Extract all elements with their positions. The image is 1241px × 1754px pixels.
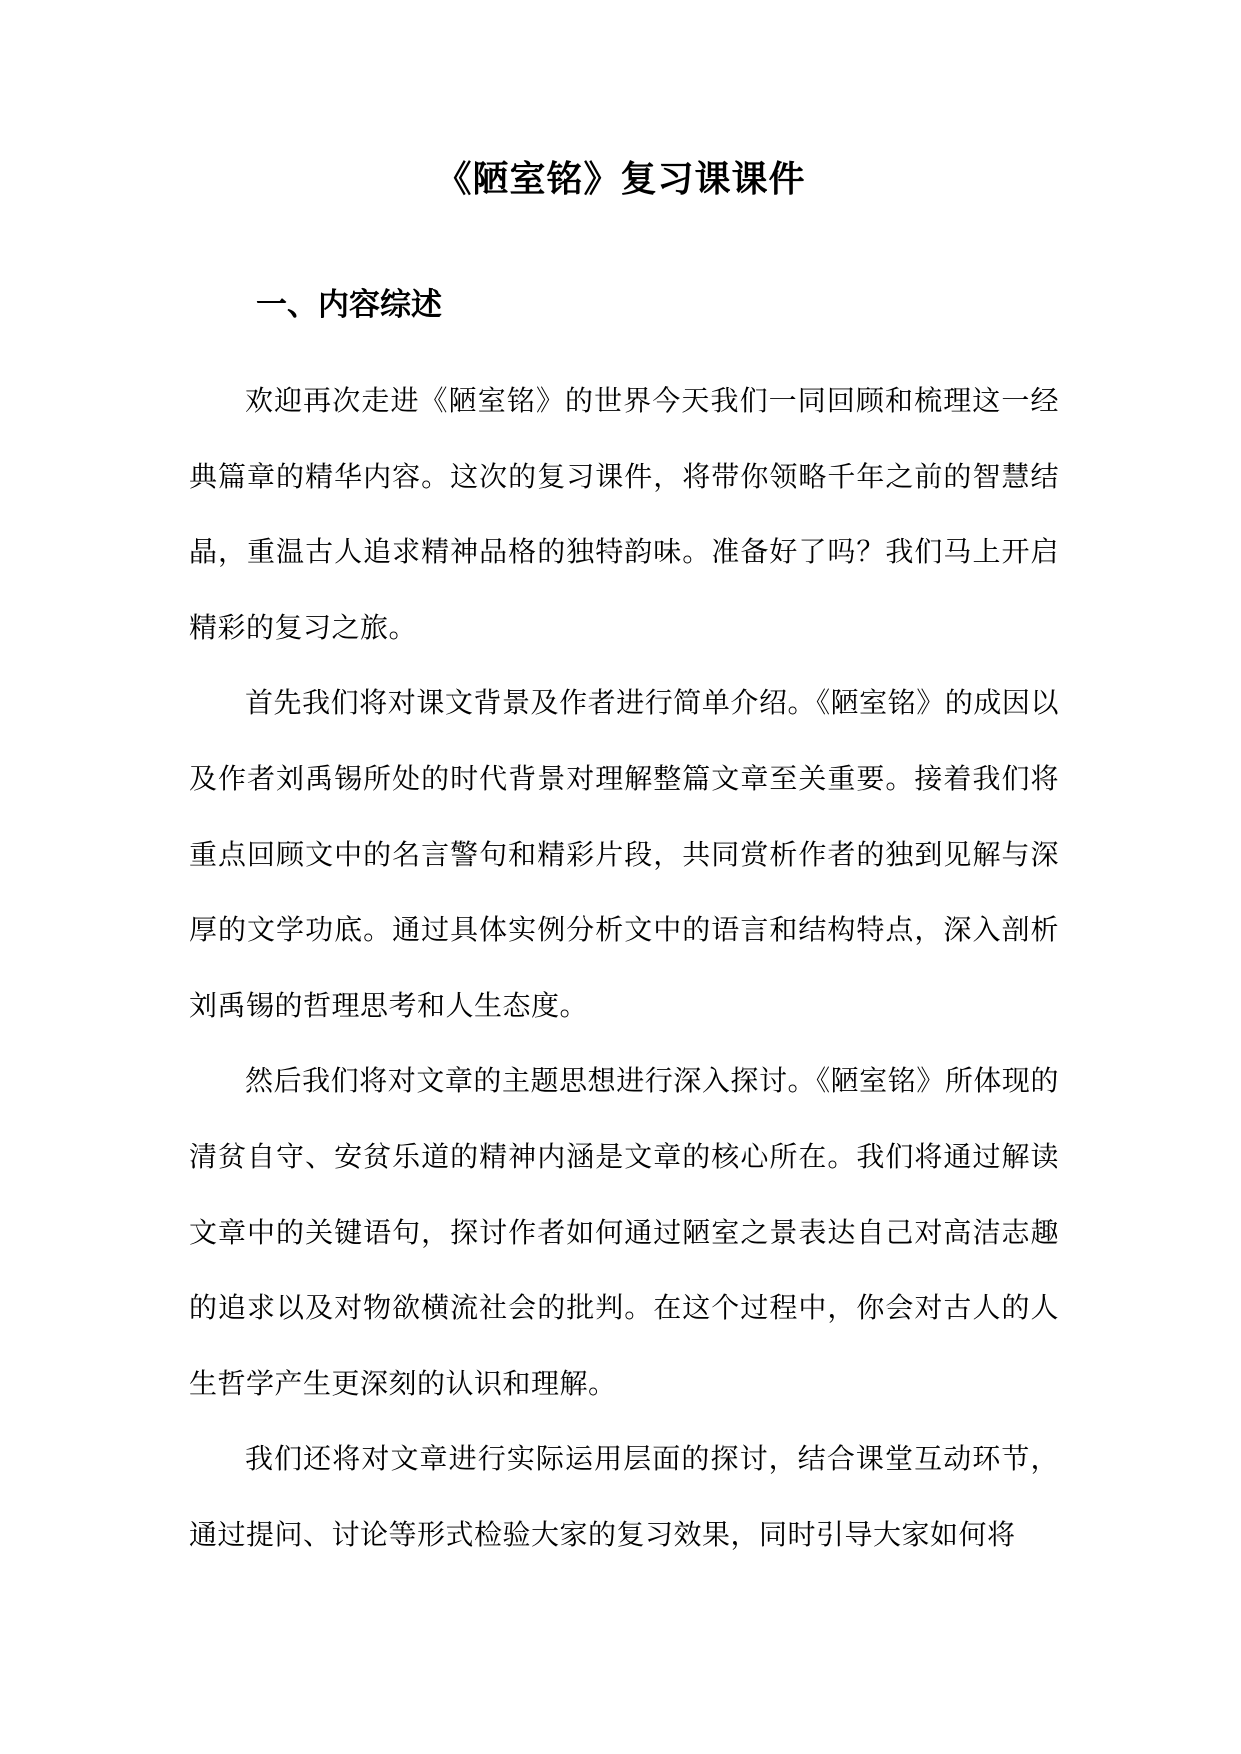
paragraph-2: 首先我们将对课文背景及作者进行简单介绍。《陋室铭》的成因以及作者刘禹锡所处的时代背景对理解整篇文章至关重要。接着我们将重点回顾文中的名言警句和精彩片段，共同赏析作者的独到见解与深厚的文学功底。通过具体实例分析文中的语言和结构特点，深入剖析刘禹锡的哲理思考和人生态度。 [189,686,1059,1022]
paragraph-1: 欢迎再次走进《陋室铭》的世界今天我们一同回顾和梳理这一经典篇章的精华内容。这次的复习课件，将带你领略千年之前的智慧结晶，重温古人追求精神品格的独特韵味。准备好了吗？我们马上开启精彩的复习之旅。 [189,384,1059,644]
paragraph-3: 然后我们将对文章的主题思想进行深入探讨。《陋室铭》所体现的清贫自守、安贫乐道的精神内涵是文章的核心所在。我们将通过解读文章中的关键语句，探讨作者如何通过陋室之景表达自己对高洁志趣的追求以及对物欲横流社会的批判。在这个过程中，你会对古人的人生哲学产生更深刻的认识和理解。 [189,1064,1059,1400]
section-heading: 一、内容综述 [256,287,442,323]
document-title: 《陋室铭》复习课课件 [435,159,806,200]
paragraph-4: 我们还将对文章进行实际运用层面的探讨，结合课堂互动环节，通过提问、讨论等形式检验大家的复习效果，同时引导大家如何将 [189,1442,1059,1551]
body-text [189,363,1059,1573]
